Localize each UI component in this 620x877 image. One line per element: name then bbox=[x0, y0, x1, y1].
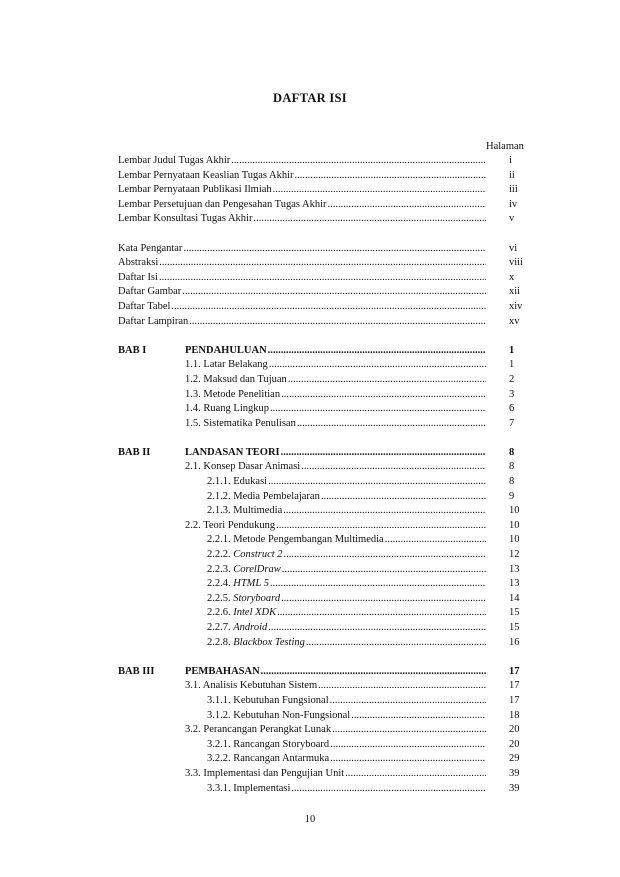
dot-leader bbox=[182, 285, 486, 300]
entry-title: 1.5. Sistematika Penulisan bbox=[185, 417, 297, 432]
toc-section-entry bbox=[118, 723, 528, 738]
entry-number: 2.1.2. bbox=[207, 490, 234, 502]
dot-leader bbox=[328, 198, 486, 213]
entry-title: 2.2.6. Intel XDK bbox=[207, 606, 277, 621]
dot-leader bbox=[283, 504, 486, 519]
toc-section-entry bbox=[118, 358, 528, 373]
entry-title: Lembar Konsultasi Tugas Akhir bbox=[118, 212, 253, 227]
dot-leader bbox=[330, 694, 486, 709]
entry-title: LANDASAN TEORI bbox=[185, 446, 281, 461]
entry-page-number: 39 bbox=[509, 782, 520, 794]
dot-leader bbox=[281, 388, 486, 403]
toc-subsection-entry bbox=[118, 533, 528, 548]
toc-section-entry bbox=[118, 679, 528, 694]
dot-leader bbox=[159, 271, 486, 286]
entry-title: 2.1.1. Edukasi bbox=[207, 475, 268, 490]
toc-section-entry bbox=[118, 388, 528, 403]
entry-title: Lembar Persetujuan dan Pengesahan Tugas Akhir bbox=[118, 198, 328, 213]
dot-leader bbox=[284, 548, 486, 563]
dot-leader bbox=[159, 256, 486, 271]
entry-page-number: 1 bbox=[509, 344, 515, 356]
toc-subsection-entry bbox=[118, 475, 528, 490]
entry-page-number: 10 bbox=[509, 505, 520, 517]
entry-number: 1.4. bbox=[185, 403, 204, 415]
toc-subsection-entry bbox=[118, 621, 528, 636]
entry-title: Lembar Pernyataan Publikasi Ilmiah bbox=[118, 183, 273, 198]
toc-entry bbox=[118, 285, 528, 300]
section-spacer bbox=[118, 431, 528, 446]
toc-section-entry bbox=[118, 402, 528, 417]
entry-title: Daftar Gambar bbox=[118, 285, 182, 300]
toc-subsection-entry bbox=[118, 548, 528, 563]
entry-page-number: xv bbox=[509, 315, 520, 327]
entry-page-number: 16 bbox=[509, 636, 520, 648]
entry-title: Lembar Pernyataan Keaslian Tugas Akhir bbox=[118, 169, 295, 184]
entry-title: 2.1.2. Media Pembelajaran bbox=[207, 490, 321, 505]
dot-leader bbox=[281, 446, 486, 461]
dot-leader bbox=[268, 475, 486, 490]
entry-page-number: 13 bbox=[509, 563, 520, 575]
entry-page-number: 3 bbox=[509, 388, 515, 400]
entry-title: Daftar Lampiran bbox=[118, 315, 189, 330]
entry-page-number: 15 bbox=[509, 607, 520, 619]
entry-number: 2.1. bbox=[185, 461, 204, 473]
dot-leader bbox=[231, 154, 486, 169]
entry-number: 2.2.4. bbox=[207, 578, 234, 590]
entry-number: 1.1. bbox=[185, 359, 204, 371]
entry-title: 2.2.1. Metode Pengembangan Multimedia bbox=[207, 533, 385, 548]
entry-page-number: 14 bbox=[509, 592, 520, 604]
toc-entry bbox=[118, 183, 528, 198]
dot-leader bbox=[291, 782, 486, 797]
toc-entry bbox=[118, 256, 528, 271]
entry-number: 3.1.2. bbox=[207, 709, 234, 721]
toc-entry bbox=[118, 315, 528, 330]
footer-page-number: 10 bbox=[304, 814, 316, 825]
entry-title: 3.3. Implementasi dan Pengujian Unit bbox=[185, 767, 345, 782]
toc-subsection-entry bbox=[118, 752, 528, 767]
dot-leader bbox=[253, 212, 486, 227]
entry-number: 3.2.2. bbox=[207, 753, 234, 765]
chapter-label: BAB I bbox=[118, 344, 147, 356]
entry-title: 2.1. Konsep Dasar Animasi bbox=[185, 460, 301, 475]
entry-title: PENDAHULUAN bbox=[185, 344, 268, 359]
entry-title: 2.2.4. HTML 5 bbox=[207, 577, 270, 592]
toc-chapter-entry bbox=[118, 344, 528, 359]
entry-page-number: 6 bbox=[509, 403, 515, 415]
entry-number: 3.3.1. bbox=[207, 782, 234, 794]
toc-chapter-entry bbox=[118, 665, 528, 680]
entry-number: 2.1.3. bbox=[207, 505, 234, 517]
dot-leader bbox=[171, 300, 486, 315]
dot-leader bbox=[318, 679, 486, 694]
dot-leader bbox=[306, 636, 486, 651]
chapter-label: BAB III bbox=[118, 665, 155, 677]
entry-number: 1.5. bbox=[185, 417, 204, 429]
entry-number: 2.2.7. bbox=[207, 622, 234, 633]
toc-subsection-entry bbox=[118, 709, 528, 724]
entry-title: 2.2.2. Construct 2 bbox=[207, 548, 284, 563]
entry-title: 1.4. Ruang Lingkup bbox=[185, 402, 270, 417]
dot-leader bbox=[276, 519, 486, 534]
page-title: DAFTAR ISI bbox=[273, 91, 347, 105]
entry-page-number: 17 bbox=[509, 694, 520, 706]
entry-number: 2.2.1. bbox=[207, 534, 234, 546]
toc-subsection-entry bbox=[118, 490, 528, 505]
dot-leader bbox=[270, 577, 486, 592]
dot-leader bbox=[301, 460, 486, 475]
toc-entry bbox=[118, 154, 528, 169]
dot-leader bbox=[269, 358, 486, 373]
toc-entry bbox=[118, 242, 528, 257]
toc-section-entry bbox=[118, 767, 528, 782]
section-spacer bbox=[118, 650, 528, 665]
dot-leader bbox=[281, 592, 486, 607]
entry-page-number: 9 bbox=[509, 490, 515, 502]
entry-title: 1.1. Latar Belakang bbox=[185, 358, 269, 373]
entry-page-number: 20 bbox=[509, 738, 520, 750]
entry-title: 3.3.1. Implementasi bbox=[207, 782, 291, 797]
entry-page-number: 10 bbox=[509, 534, 520, 546]
toc-section-entry bbox=[118, 417, 528, 432]
dot-leader bbox=[330, 752, 486, 767]
toc-subsection-entry bbox=[118, 592, 528, 607]
entry-number: 3.2.1. bbox=[207, 738, 234, 750]
toc-subsection-entry bbox=[118, 504, 528, 519]
entry-page-number: vi bbox=[509, 242, 518, 254]
entry-number: 2.1.1. bbox=[207, 476, 234, 488]
toc-section-entry bbox=[118, 373, 528, 388]
toc-section-entry bbox=[118, 460, 528, 475]
entry-number: 2.2.5. bbox=[207, 592, 234, 604]
entry-page-number: 39 bbox=[509, 767, 520, 779]
dot-leader bbox=[295, 169, 486, 184]
entry-page-number: 17 bbox=[509, 680, 520, 692]
toc-subsection-entry bbox=[118, 606, 528, 621]
entry-title: 2.2. Teori Pendukung bbox=[185, 519, 276, 534]
entry-page-number: xii bbox=[509, 286, 521, 298]
dot-leader bbox=[268, 621, 486, 636]
dot-leader bbox=[288, 373, 486, 388]
entry-number: 1.3. bbox=[185, 388, 204, 400]
dot-leader bbox=[351, 709, 486, 724]
dot-leader bbox=[277, 606, 486, 621]
entry-page-number: 20 bbox=[509, 724, 520, 736]
dot-leader bbox=[330, 738, 486, 753]
toc-entry bbox=[118, 300, 528, 315]
dot-leader bbox=[332, 723, 486, 738]
entry-page-number: 7 bbox=[509, 417, 515, 429]
toc-entry bbox=[118, 271, 528, 286]
dot-leader bbox=[345, 767, 486, 782]
entry-number: 2.2.6. bbox=[207, 607, 234, 619]
entry-title: 2.2.7. Android bbox=[207, 621, 268, 636]
toc-entry bbox=[118, 169, 528, 184]
entry-title: Daftar Tabel bbox=[118, 300, 171, 315]
entry-title: 1.2. Maksud dan Tujuan bbox=[185, 373, 288, 388]
entry-page-number: 13 bbox=[509, 578, 520, 590]
entry-title: 3.2. Perancangan Perangkat Lunak bbox=[185, 723, 332, 738]
toc-subsection-entry bbox=[118, 782, 528, 797]
entry-title: Kata Pengantar bbox=[118, 242, 183, 257]
toc-subsection-entry bbox=[118, 577, 528, 592]
toc-subsection-entry bbox=[118, 694, 528, 709]
entry-number: 2.2.2. bbox=[207, 549, 234, 561]
entry-page-number: iv bbox=[509, 198, 518, 210]
entry-page-number: 12 bbox=[509, 549, 520, 561]
entry-number: 3.1.1. bbox=[207, 694, 234, 706]
entry-page-number: ii bbox=[509, 169, 515, 181]
entry-title: 3.1.2. Kebutuhan Non-Fungsional bbox=[207, 709, 351, 724]
section-spacer bbox=[118, 329, 528, 344]
entry-page-number: xiv bbox=[509, 300, 523, 312]
toc-subsection-entry bbox=[118, 738, 528, 753]
entry-number: 1.2. bbox=[185, 373, 204, 385]
entry-page-number: 29 bbox=[509, 753, 520, 765]
dot-leader bbox=[321, 490, 486, 505]
entry-page-number: i bbox=[509, 155, 512, 166]
entry-page-number: 2 bbox=[509, 373, 515, 385]
toc-section-entry bbox=[118, 519, 528, 534]
entry-title: 1.3. Metode Penelitian bbox=[185, 388, 281, 403]
entry-page-number: 8 bbox=[509, 446, 515, 458]
chapter-label: BAB II bbox=[118, 446, 151, 458]
entry-page-number: 10 bbox=[509, 519, 520, 531]
entry-page-number: 1 bbox=[509, 359, 515, 371]
entry-title: 2.2.3. CorelDraw bbox=[207, 563, 282, 578]
entry-page-number: v bbox=[509, 213, 515, 225]
toc-entry bbox=[118, 198, 528, 213]
dot-leader bbox=[282, 563, 486, 578]
entry-number: 2.2. bbox=[185, 519, 204, 531]
entry-title: 3.2.2. Rancangan Antarmuka bbox=[207, 752, 330, 767]
entry-page-number: 18 bbox=[509, 709, 520, 721]
dot-leader bbox=[273, 183, 486, 198]
table-of-contents bbox=[118, 154, 528, 796]
entry-number: 2.2.3. bbox=[207, 563, 234, 575]
entry-title: 2.1.3. Multimedia bbox=[207, 504, 283, 519]
entry-page-number: 8 bbox=[509, 476, 515, 488]
dot-leader bbox=[297, 417, 486, 432]
dot-leader bbox=[385, 533, 486, 548]
entry-number: 2.2.8. bbox=[207, 636, 234, 648]
toc-subsection-entry bbox=[118, 563, 528, 578]
toc-entry bbox=[118, 212, 528, 227]
entry-title: Daftar Isi bbox=[118, 271, 159, 286]
entry-title: Abstraksi bbox=[118, 256, 159, 271]
entry-page-number: 17 bbox=[509, 665, 520, 677]
entry-number: 3.1. bbox=[185, 680, 203, 692]
entry-title: 3.1.1. Kebutuhan Fungsional bbox=[207, 694, 330, 709]
entry-title: 3.1. Analisis Kebutuhan Sistem bbox=[185, 679, 318, 694]
section-spacer bbox=[118, 227, 528, 242]
entry-number: 3.2. bbox=[185, 724, 204, 736]
dot-leader bbox=[270, 402, 486, 417]
dot-leader bbox=[268, 344, 486, 359]
entry-title: 3.2.1. Rancangan Storyboard bbox=[207, 738, 330, 753]
entry-page-number: 8 bbox=[509, 461, 515, 473]
entry-title: 2.2.8. Blackbox Testing bbox=[207, 636, 306, 651]
toc-chapter-entry bbox=[118, 446, 528, 461]
dot-leader bbox=[189, 315, 486, 330]
entry-title: PEMBAHASAN bbox=[185, 665, 261, 680]
entry-title: 2.2.5. Storyboard bbox=[207, 592, 281, 607]
entry-page-number: 15 bbox=[509, 622, 520, 633]
entry-page-number: x bbox=[509, 271, 515, 283]
entry-number: 3.3. bbox=[185, 767, 204, 779]
entry-title: Lembar Judul Tugas Akhir bbox=[118, 154, 231, 169]
entry-page-number: iii bbox=[509, 184, 518, 196]
dot-leader bbox=[261, 665, 486, 680]
toc-subsection-entry bbox=[118, 636, 528, 651]
dot-leader bbox=[183, 242, 486, 257]
entry-page-number: viii bbox=[509, 257, 524, 269]
page-column-header: Halaman bbox=[486, 141, 524, 152]
